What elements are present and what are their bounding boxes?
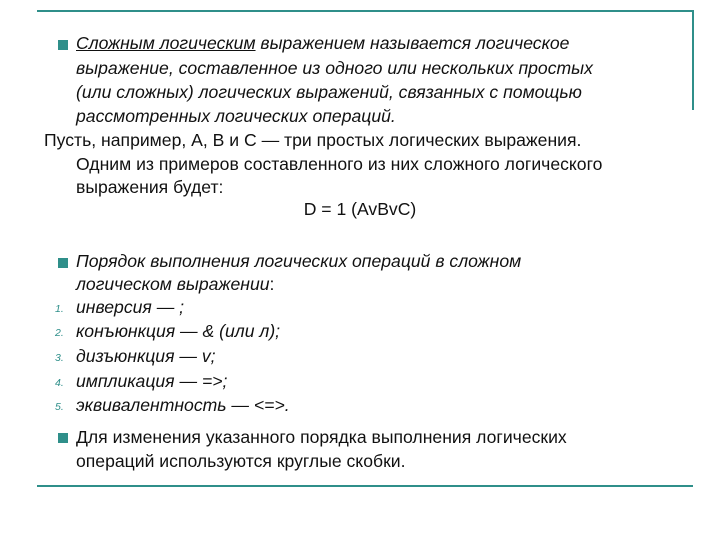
square-bullet-icon <box>58 433 68 443</box>
definition-line-1 <box>76 33 569 55</box>
list-item: дизъюнкция — v; <box>76 346 216 366</box>
list-number: 5. <box>55 401 64 413</box>
definition-line-2: выражение, составленное из одного или нескольких простых <box>76 58 593 78</box>
example-line-2: Одним из примеров составленного из них сложного логического <box>76 154 603 174</box>
list-number: 1. <box>55 303 64 315</box>
definition-line-3: (или сложных) логических выражений, связанных с помощью <box>76 82 582 102</box>
note-line-1: Для изменения указанного порядка выполнения логических <box>76 427 567 447</box>
order-line-1: Порядок выполнения логических операций в сложном <box>76 251 522 271</box>
list-item: эквивалентность — <=>. <box>76 395 290 415</box>
note-line-2: операций используются круглые скобки. <box>76 451 406 471</box>
definition-line-4: рассмотренных логических операций. <box>76 106 396 126</box>
list-number: 2. <box>55 327 64 339</box>
definition-rest: выражением называется логическое <box>255 33 570 53</box>
formula: D = 1 (AvBvC) <box>303 199 417 219</box>
example-line-1: Пусть, например, A, B и C — три простых логических выражения. <box>44 130 582 150</box>
definition-term: Сложным логическим <box>76 33 256 53</box>
list-item: инверсия — ; <box>76 297 185 317</box>
example-line-3: выражения будет: <box>76 177 224 197</box>
order-line-2-colon: : <box>269 274 275 294</box>
order-line-2-text: логическом выражении <box>76 274 270 294</box>
list-item: импликация — =>; <box>76 371 228 391</box>
square-bullet-icon <box>58 40 68 50</box>
list-number: 4. <box>55 377 64 389</box>
order-line-2 <box>76 274 274 296</box>
list-number: 3. <box>55 352 64 364</box>
square-bullet-icon <box>58 258 68 268</box>
list-item: конъюнкция — & (или л); <box>76 321 281 341</box>
